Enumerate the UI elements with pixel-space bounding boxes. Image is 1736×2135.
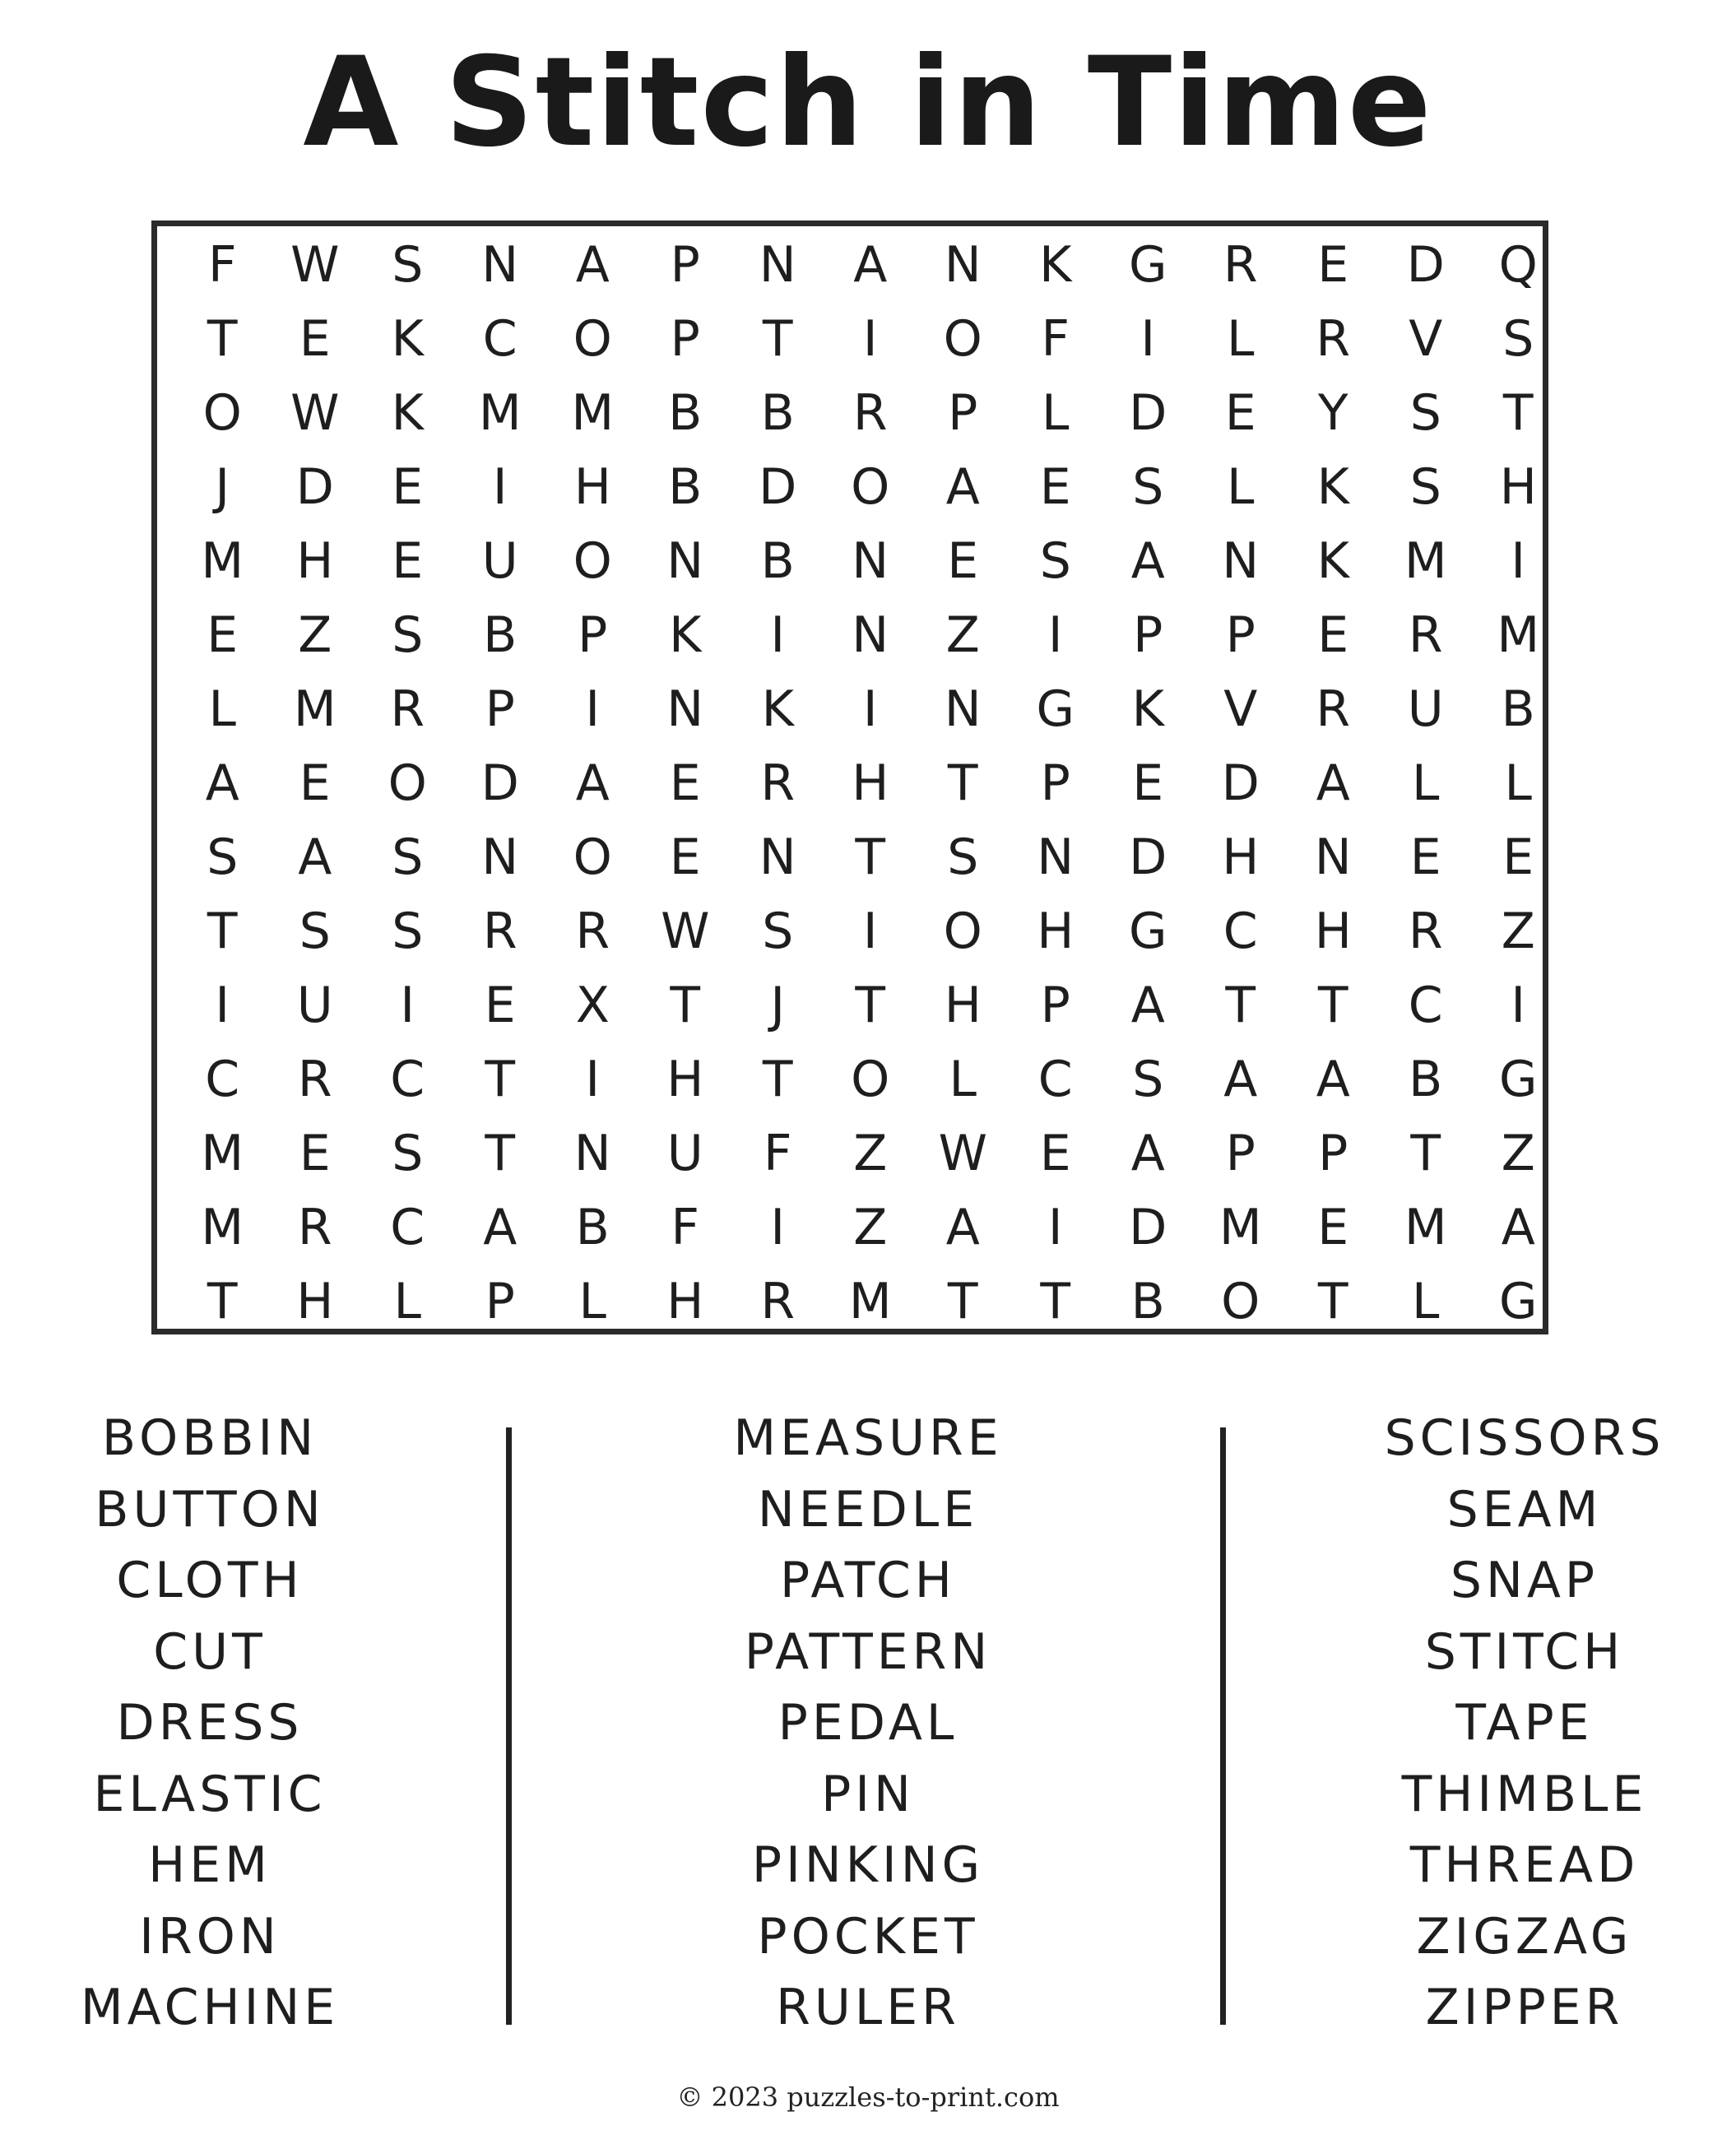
- grid-letter[interactable]: K: [1131, 680, 1164, 738]
- grid-letter[interactable]: W: [938, 1125, 987, 1182]
- column-divider-2: [1220, 1427, 1226, 2025]
- grid-letter[interactable]: U: [666, 1125, 703, 1182]
- grid-letter[interactable]: H: [1037, 903, 1075, 960]
- word-list-item: SCISSORS: [1384, 1409, 1665, 1467]
- grid-letter[interactable]: W: [661, 903, 710, 960]
- grid-letter[interactable]: C: [390, 1199, 425, 1256]
- word-list-item: DRESS: [116, 1694, 304, 1752]
- grid-letter[interactable]: O: [943, 310, 982, 368]
- grid-letter[interactable]: D: [1406, 236, 1445, 294]
- grid-letter[interactable]: I: [585, 680, 601, 738]
- grid-letter[interactable]: I: [1140, 310, 1156, 368]
- grid-letter[interactable]: A: [575, 236, 610, 294]
- grid-letter[interactable]: G: [1499, 1051, 1538, 1108]
- grid-letter[interactable]: V: [1223, 680, 1258, 738]
- grid-letter[interactable]: R: [1408, 606, 1443, 664]
- grid-letter[interactable]: Q: [1498, 236, 1538, 294]
- grid-letter[interactable]: S: [392, 828, 424, 886]
- grid-letter[interactable]: R: [1316, 310, 1351, 368]
- grid-letter[interactable]: H: [1499, 458, 1537, 516]
- grid-letter[interactable]: M: [201, 532, 244, 590]
- grid-letter[interactable]: P: [485, 1273, 515, 1330]
- grid-letter[interactable]: I: [585, 1051, 601, 1108]
- grid-letter[interactable]: R: [760, 754, 796, 812]
- grid-letter[interactable]: S: [1409, 384, 1441, 442]
- grid-letter[interactable]: I: [215, 977, 230, 1034]
- grid-letter[interactable]: R: [1408, 903, 1443, 960]
- word-list-item: BUTTON: [95, 1480, 325, 1539]
- letter-grid-frame: [151, 220, 1548, 1334]
- grid-letter[interactable]: A: [1501, 1199, 1535, 1256]
- grid-letter[interactable]: S: [392, 903, 424, 960]
- word-list-item: PATCH: [780, 1552, 956, 1609]
- word-list-item: PINKING: [751, 1836, 985, 1894]
- word-list-item: PEDAL: [777, 1694, 959, 1752]
- grid-letter[interactable]: M: [478, 384, 522, 442]
- letter-grid: [176, 228, 1565, 1339]
- grid-letter[interactable]: B: [575, 1199, 610, 1256]
- grid-letter[interactable]: R: [575, 903, 610, 960]
- grid-letter[interactable]: Z: [945, 606, 980, 664]
- grid-letter[interactable]: T: [1410, 1125, 1441, 1182]
- grid-letter[interactable]: E: [947, 532, 979, 590]
- grid-letter[interactable]: M: [201, 1199, 244, 1256]
- grid-letter[interactable]: E: [669, 828, 701, 886]
- grid-letter[interactable]: D: [1129, 384, 1167, 442]
- grid-letter[interactable]: N: [1037, 828, 1075, 886]
- grid-letter[interactable]: R: [390, 680, 425, 738]
- grid-letter[interactable]: B: [1501, 680, 1535, 738]
- grid-letter[interactable]: E: [299, 754, 331, 812]
- grid-letter[interactable]: D: [759, 458, 797, 516]
- grid-letter[interactable]: I: [862, 310, 878, 368]
- grid-letter[interactable]: R: [852, 384, 888, 442]
- grid-letter[interactable]: R: [760, 1273, 796, 1330]
- grid-letter[interactable]: O: [1221, 1273, 1260, 1330]
- grid-letter[interactable]: C: [482, 310, 518, 368]
- grid-letter[interactable]: N: [944, 236, 982, 294]
- grid-letter[interactable]: K: [669, 606, 702, 664]
- grid-letter[interactable]: P: [670, 310, 700, 368]
- grid-letter[interactable]: E: [1132, 754, 1164, 812]
- grid-letter[interactable]: C: [1037, 1051, 1073, 1108]
- grid-letter[interactable]: A: [853, 236, 888, 294]
- word-list-item: ELASTIC: [93, 1765, 327, 1823]
- grid-letter[interactable]: P: [485, 680, 515, 738]
- word-list-item: PATTERN: [744, 1622, 992, 1681]
- word-list-item: MEASURE: [733, 1409, 1003, 1467]
- grid-letter[interactable]: E: [669, 754, 701, 812]
- grid-letter[interactable]: J: [215, 458, 230, 516]
- grid-letter[interactable]: S: [392, 1125, 424, 1182]
- word-list-item: PIN: [821, 1765, 915, 1823]
- grid-letter[interactable]: L: [578, 1273, 606, 1330]
- grid-letter[interactable]: U: [296, 977, 333, 1034]
- grid-letter[interactable]: K: [1039, 236, 1072, 294]
- grid-letter[interactable]: R: [482, 903, 518, 960]
- grid-letter[interactable]: S: [947, 828, 979, 886]
- grid-letter[interactable]: E: [484, 977, 516, 1034]
- grid-letter[interactable]: L: [1042, 384, 1070, 442]
- grid-letter[interactable]: D: [1221, 754, 1260, 812]
- grid-letter[interactable]: F: [207, 236, 237, 294]
- grid-letter[interactable]: O: [573, 532, 612, 590]
- grid-letter[interactable]: A: [205, 754, 239, 812]
- grid-letter[interactable]: S: [1409, 458, 1441, 516]
- grid-letter[interactable]: S: [1132, 458, 1164, 516]
- word-list-item: CUT: [153, 1622, 267, 1681]
- grid-letter[interactable]: S: [1039, 532, 1071, 590]
- grid-letter[interactable]: A: [1316, 1051, 1350, 1108]
- grid-letter[interactable]: B: [1130, 1273, 1165, 1330]
- grid-letter[interactable]: N: [852, 606, 889, 664]
- grid-letter[interactable]: O: [388, 754, 427, 812]
- grid-letter[interactable]: E: [207, 606, 239, 664]
- grid-letter[interactable]: R: [1223, 236, 1258, 294]
- grid-letter[interactable]: H: [1314, 903, 1352, 960]
- grid-letter[interactable]: T: [947, 754, 978, 812]
- grid-letter[interactable]: E: [1224, 384, 1256, 442]
- grid-letter[interactable]: E: [1409, 828, 1441, 886]
- grid-letter[interactable]: I: [1047, 606, 1063, 664]
- grid-letter[interactable]: N: [666, 532, 704, 590]
- grid-letter[interactable]: S: [392, 606, 424, 664]
- grid-letter[interactable]: W: [290, 236, 340, 294]
- grid-letter[interactable]: T: [762, 310, 793, 368]
- grid-letter[interactable]: C: [205, 1051, 240, 1108]
- grid-letter[interactable]: F: [671, 1199, 699, 1256]
- grid-letter[interactable]: T: [1225, 977, 1256, 1034]
- grid-letter[interactable]: T: [485, 1051, 516, 1108]
- grid-letter[interactable]: I: [770, 606, 786, 664]
- grid-letter[interactable]: N: [759, 236, 796, 294]
- word-list-column-2: [646, 1403, 1090, 2044]
- grid-letter[interactable]: O: [851, 1051, 890, 1108]
- word-list-item: MACHINE: [80, 1979, 340, 2036]
- grid-letter[interactable]: H: [666, 1273, 704, 1330]
- grid-letter[interactable]: E: [1317, 606, 1349, 664]
- grid-letter[interactable]: L: [208, 680, 236, 738]
- grid-letter[interactable]: N: [573, 1125, 611, 1182]
- grid-letter[interactable]: L: [393, 1273, 421, 1330]
- grid-letter[interactable]: Z: [298, 606, 332, 664]
- grid-letter[interactable]: E: [1039, 1125, 1071, 1182]
- grid-letter[interactable]: H: [573, 458, 611, 516]
- grid-letter[interactable]: T: [1317, 977, 1348, 1034]
- grid-letter[interactable]: A: [1316, 754, 1350, 812]
- grid-letter[interactable]: A: [575, 754, 610, 812]
- grid-letter[interactable]: L: [1227, 458, 1255, 516]
- grid-letter[interactable]: O: [943, 903, 982, 960]
- grid-letter[interactable]: F: [1041, 310, 1070, 368]
- grid-letter[interactable]: P: [948, 384, 978, 442]
- grid-letter[interactable]: R: [297, 1199, 332, 1256]
- word-list-item: TAPE: [1455, 1694, 1594, 1752]
- grid-letter[interactable]: N: [1222, 532, 1260, 590]
- grid-letter[interactable]: T: [670, 977, 701, 1034]
- grid-letter[interactable]: I: [1511, 532, 1526, 590]
- grid-letter[interactable]: Z: [1501, 903, 1535, 960]
- grid-letter[interactable]: B: [1409, 1051, 1443, 1108]
- grid-letter[interactable]: P: [670, 236, 700, 294]
- grid-letter[interactable]: D: [295, 458, 334, 516]
- puzzle-title: A Stitch in Time: [303, 31, 1433, 174]
- grid-letter[interactable]: W: [290, 384, 340, 442]
- grid-letter[interactable]: S: [207, 828, 239, 886]
- grid-letter[interactable]: D: [480, 754, 519, 812]
- grid-letter[interactable]: B: [483, 606, 518, 664]
- grid-letter[interactable]: Z: [1501, 1125, 1535, 1182]
- grid-letter[interactable]: M: [293, 680, 337, 738]
- grid-letter[interactable]: Z: [853, 1125, 888, 1182]
- grid-letter[interactable]: T: [1317, 1273, 1348, 1330]
- grid-letter[interactable]: I: [1047, 1199, 1063, 1256]
- word-list-item: IRON: [139, 1907, 281, 1966]
- grid-letter[interactable]: M: [848, 1273, 892, 1330]
- grid-letter[interactable]: T: [1502, 384, 1534, 442]
- grid-letter[interactable]: C: [1223, 903, 1258, 960]
- grid-letter[interactable]: E: [1317, 1199, 1349, 1256]
- grid-letter[interactable]: M: [571, 384, 615, 442]
- word-list-item: NEEDLE: [757, 1480, 979, 1539]
- grid-letter[interactable]: N: [666, 680, 704, 738]
- grid-letter[interactable]: M: [1404, 532, 1447, 590]
- word-list-item: THREAD: [1409, 1836, 1640, 1894]
- word-list-item: RULER: [776, 1979, 960, 2036]
- grid-letter[interactable]: G: [1036, 680, 1075, 738]
- grid-letter[interactable]: T: [762, 1051, 793, 1108]
- grid-letter[interactable]: P: [1133, 606, 1163, 664]
- grid-letter[interactable]: T: [207, 1273, 238, 1330]
- grid-letter[interactable]: U: [1407, 680, 1444, 738]
- grid-letter[interactable]: H: [296, 1273, 334, 1330]
- grid-letter[interactable]: K: [391, 384, 424, 442]
- grid-letter[interactable]: E: [392, 458, 424, 516]
- grid-letter[interactable]: M: [1497, 606, 1540, 664]
- word-list-item: HEM: [148, 1836, 272, 1894]
- grid-letter[interactable]: P: [1225, 1125, 1256, 1182]
- grid-letter[interactable]: D: [1129, 828, 1167, 886]
- grid-letter[interactable]: I: [862, 680, 878, 738]
- grid-letter[interactable]: P: [1225, 606, 1256, 664]
- grid-letter[interactable]: T: [485, 1125, 516, 1182]
- grid-letter[interactable]: I: [770, 1199, 786, 1256]
- word-list-column-1: [0, 1403, 432, 2044]
- grid-letter[interactable]: N: [759, 828, 796, 886]
- grid-letter[interactable]: O: [851, 458, 890, 516]
- grid-letter[interactable]: B: [668, 384, 703, 442]
- grid-letter[interactable]: M: [1218, 1199, 1262, 1256]
- grid-letter[interactable]: F: [763, 1125, 792, 1182]
- grid-letter[interactable]: P: [1040, 977, 1070, 1034]
- grid-letter[interactable]: P: [1040, 754, 1070, 812]
- grid-letter[interactable]: I: [492, 458, 508, 516]
- grid-letter[interactable]: L: [1412, 1273, 1440, 1330]
- grid-letter[interactable]: R: [1316, 680, 1351, 738]
- grid-letter[interactable]: S: [392, 236, 424, 294]
- grid-letter[interactable]: K: [1316, 532, 1349, 590]
- grid-letter[interactable]: H: [1222, 828, 1260, 886]
- grid-letter[interactable]: E: [299, 310, 331, 368]
- grid-letter[interactable]: B: [668, 458, 703, 516]
- word-list-item: ZIGZAG: [1416, 1907, 1633, 1966]
- grid-letter[interactable]: A: [1130, 1125, 1165, 1182]
- grid-letter[interactable]: A: [1130, 977, 1165, 1034]
- grid-letter[interactable]: I: [1511, 977, 1526, 1034]
- grid-letter[interactable]: Y: [1317, 384, 1348, 442]
- word-list-item: THIMBLE: [1401, 1765, 1648, 1823]
- column-divider-1: [506, 1427, 512, 2025]
- grid-letter[interactable]: N: [852, 532, 889, 590]
- grid-letter[interactable]: O: [202, 384, 242, 442]
- grid-letter[interactable]: A: [945, 458, 980, 516]
- grid-letter[interactable]: H: [852, 754, 889, 812]
- grid-letter[interactable]: N: [481, 236, 519, 294]
- grid-letter[interactable]: O: [573, 310, 612, 368]
- word-list-item: ZIPPER: [1425, 1979, 1624, 2036]
- grid-letter[interactable]: A: [483, 1199, 518, 1256]
- grid-letter[interactable]: L: [1227, 310, 1255, 368]
- grid-letter[interactable]: E: [299, 1125, 331, 1182]
- grid-letter[interactable]: N: [1314, 828, 1352, 886]
- grid-letter[interactable]: O: [573, 828, 612, 886]
- grid-letter[interactable]: X: [575, 977, 610, 1034]
- grid-letter[interactable]: N: [944, 680, 982, 738]
- grid-letter[interactable]: H: [944, 977, 982, 1034]
- grid-letter[interactable]: E: [1502, 828, 1534, 886]
- grid-letter[interactable]: S: [1132, 1051, 1164, 1108]
- grid-letter[interactable]: A: [1223, 1051, 1258, 1108]
- grid-letter[interactable]: T: [1040, 1273, 1071, 1330]
- grid-letter[interactable]: L: [1412, 754, 1440, 812]
- grid-letter[interactable]: M: [1404, 1199, 1447, 1256]
- grid-letter[interactable]: L: [1504, 754, 1532, 812]
- word-list-item: POCKET: [757, 1907, 979, 1966]
- word-list-item: STITCH: [1424, 1622, 1625, 1681]
- grid-letter[interactable]: P: [1318, 1125, 1348, 1182]
- grid-letter[interactable]: K: [1316, 458, 1349, 516]
- word-list-column-3: [1302, 1403, 1736, 2044]
- grid-letter[interactable]: S: [762, 903, 794, 960]
- grid-letter[interactable]: R: [297, 1051, 332, 1108]
- word-list-item: SEAM: [1446, 1480, 1603, 1539]
- grid-letter[interactable]: J: [770, 977, 786, 1034]
- grid-letter[interactable]: G: [1129, 236, 1167, 294]
- grid-letter[interactable]: H: [296, 532, 334, 590]
- grid-letter[interactable]: T: [855, 977, 886, 1034]
- grid-letter[interactable]: E: [1039, 458, 1071, 516]
- grid-letter[interactable]: E: [1317, 236, 1349, 294]
- grid-letter[interactable]: T: [207, 310, 238, 368]
- grid-letter[interactable]: T: [855, 828, 886, 886]
- grid-letter[interactable]: B: [760, 384, 795, 442]
- grid-letter[interactable]: V: [1409, 310, 1443, 368]
- grid-letter[interactable]: P: [578, 606, 608, 664]
- grid-letter[interactable]: S: [1502, 310, 1534, 368]
- grid-letter[interactable]: K: [391, 310, 424, 368]
- grid-letter[interactable]: H: [666, 1051, 704, 1108]
- copyright-footer: © 2023 puzzles-to-print.com: [676, 2082, 1060, 2113]
- grid-letter[interactable]: C: [1408, 977, 1443, 1034]
- grid-letter[interactable]: L: [949, 1051, 977, 1108]
- word-list-item: BOBBIN: [101, 1409, 318, 1467]
- grid-letter[interactable]: A: [945, 1199, 980, 1256]
- grid-letter[interactable]: K: [761, 680, 794, 738]
- grid-letter[interactable]: B: [760, 532, 795, 590]
- grid-letter[interactable]: G: [1499, 1273, 1538, 1330]
- grid-letter[interactable]: N: [481, 828, 519, 886]
- grid-letter[interactable]: C: [390, 1051, 425, 1108]
- grid-letter[interactable]: D: [1129, 1199, 1167, 1256]
- word-list-item: CLOTH: [116, 1552, 304, 1609]
- grid-letter[interactable]: T: [947, 1273, 978, 1330]
- grid-letter[interactable]: Z: [853, 1199, 888, 1256]
- grid-letter[interactable]: E: [392, 532, 424, 590]
- grid-letter[interactable]: M: [201, 1125, 244, 1182]
- grid-letter[interactable]: T: [207, 903, 238, 960]
- grid-letter[interactable]: U: [481, 532, 518, 590]
- grid-letter[interactable]: A: [1130, 532, 1165, 590]
- grid-letter[interactable]: G: [1129, 903, 1167, 960]
- grid-letter[interactable]: S: [299, 903, 331, 960]
- grid-letter[interactable]: A: [298, 828, 332, 886]
- grid-letter[interactable]: I: [862, 903, 878, 960]
- grid-letter[interactable]: I: [400, 977, 415, 1034]
- word-list-item: SNAP: [1450, 1552, 1599, 1609]
